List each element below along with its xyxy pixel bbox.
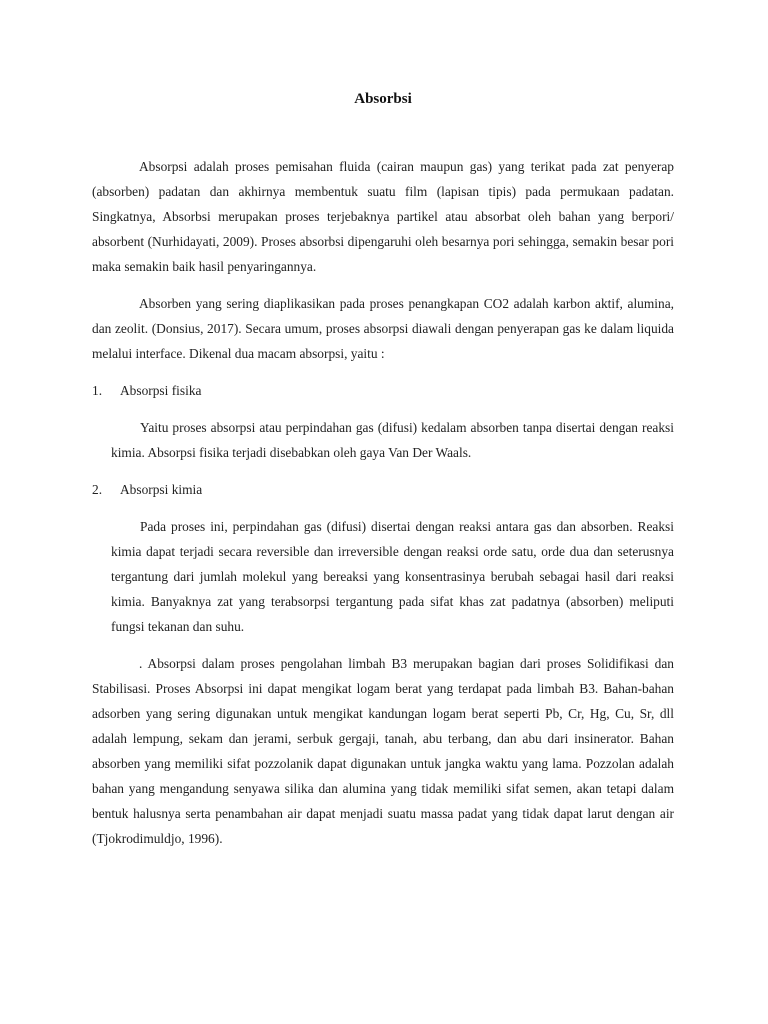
document-page <box>92 88 674 863</box>
paragraph-definition: Absorpsi adalah proses pemisahan fluida (cairan maupun gas) yang terikat pada zat penyerap (absorben) padatan dan akhirnya membentuk suatu film (lapisan tipis) pada permukaan padatan. Singkatnya, Absorbsi merupakan proses terjebaknya partikel atau absorbat oleh bahan yang berpori/ absorbent (Nurhidayati, 2009). Proses absorbsi dipengaruhi oleh besarnya pori sehingga, semakin besar pori maka semakin baik hasil penyaringannya. <box>92 159 674 274</box>
section-number: 2. <box>92 482 103 497</box>
section-body-physical: Yaitu proses absorpsi atau perpindahan gas (difusi) kedalam absorben tanpa disertai dengan reaksi kimia. Absorpsi fisika terjadi disebabkan oleh gaya Van Der Waals. <box>111 420 674 460</box>
section-title: Absorpsi kimia <box>120 482 203 497</box>
section-heading-physical <box>92 378 674 403</box>
document-title: Absorbsi <box>354 91 412 107</box>
section-title: Absorpsi fisika <box>120 383 202 398</box>
section-heading-chemical <box>92 477 674 502</box>
paragraph-b3-waste: . Absorpsi dalam proses pengolahan limbah B3 merupakan bagian dari proses Solidifikasi dan Stabilisasi. Proses Absorpsi ini dapat mengikat logam berat yang terdapat pada limbah B3. Bahan-bahan adsorben yang sering digunakan untuk mengikat kandungan logam berat seperti Pb, Cr, Hg, Cu, Sr, dll adalah lempung, sekam dan jerami, serbuk gergaji, tanah, abu terbang, dan abu dari insinerator. Bahan absorben yang memiliki sifat pozzolanik dapat digunakan untuk jangka waktu yang lama. Pozzolan adalah bahan yang mengandung senyawa silika dan alumina yang tidak memiliki sifat semen, akan tetapi dalam bentuk halusnya serta penambahan air dapat menjadi suatu massa padat yang tidak dapat larut dengan air (Tjokrodimuldjo, 1996). <box>92 656 674 846</box>
paragraph-absorbent-types: Absorben yang sering diaplikasikan pada proses penangkapan CO2 adalah karbon aktif, alumina, dan zeolit. (Donsius, 2017). Secara umum, proses absorpsi diawali dengan penyerapan gas ke dalam liquida melalui interface. Dikenal dua macam absorpsi, yaitu : <box>92 296 674 361</box>
section-body-chemical: Pada proses ini, perpindahan gas (difusi) disertai dengan reaksi antara gas dan absorben. Reaksi kimia dapat terjadi secara reversible dan irreversible dengan reaksi orde satu, orde dua dan seterusnya tergantung dari jumlah molekul yang bereaksi yang konsentrasinya berubah sebagai hasil dari reaksi kimia. Banyaknya zat yang terabsorpsi tergantung pada sifat khas zat padatnya (absorben) meliputi fungsi tekanan dan suhu. <box>111 519 674 634</box>
section-number: 1. <box>92 383 103 398</box>
